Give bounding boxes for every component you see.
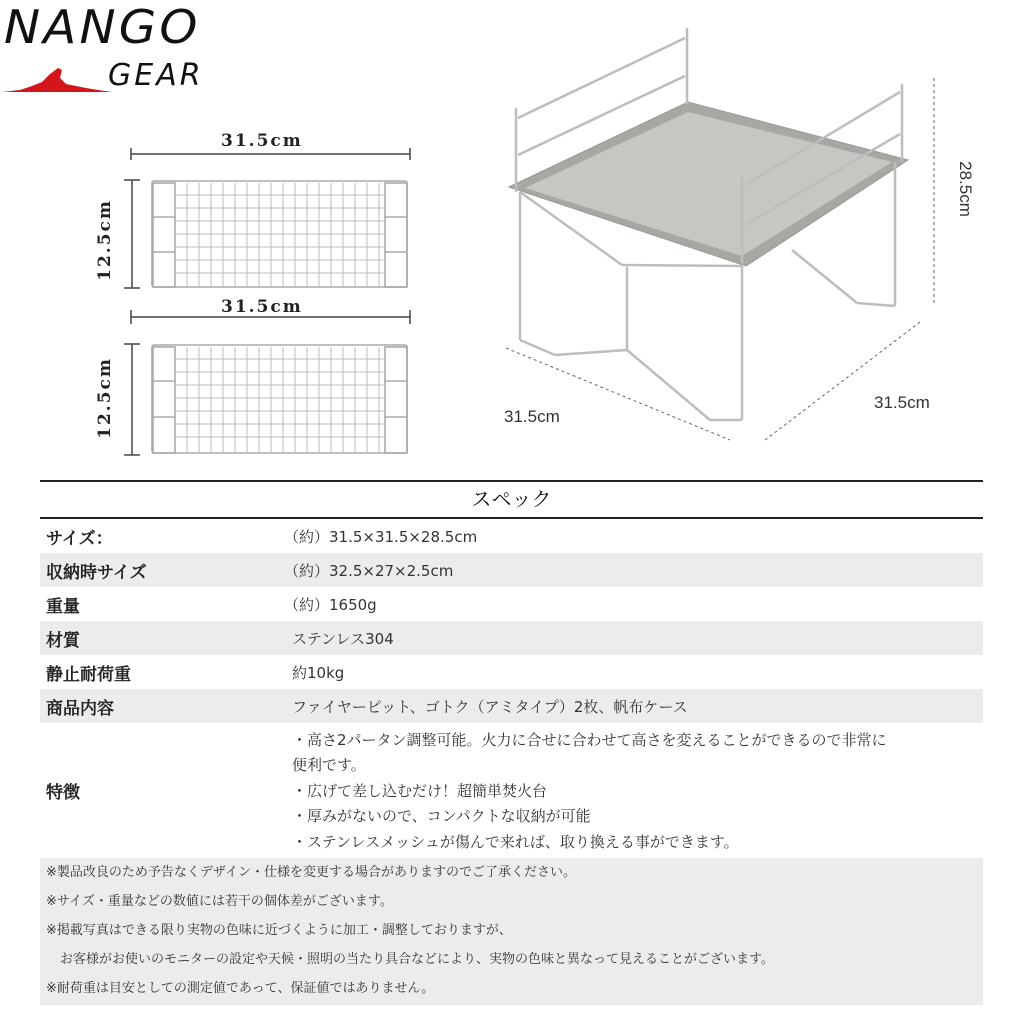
spec-row-storage-size xyxy=(40,553,983,587)
feature-line: ・高さ2パータン調整可能。火力に合せに合わせて高さを変えることができるので非常に xyxy=(292,730,887,749)
spec-value: ファイヤーピット、ゴトク（アミタイプ）2枚、帆布ケース xyxy=(292,697,688,716)
fire-pit-width-label: 31.5cm xyxy=(874,393,930,412)
note-line: ※製品改良のため予告なくデザイン・仕様を変更する場合がありますのでご了承ください。 xyxy=(46,865,576,880)
spec-label: 特徴 xyxy=(46,783,80,803)
feature-line: 便利です。 xyxy=(292,756,366,775)
spec-row-weight xyxy=(40,587,983,621)
note-line: お客様がお使いのモニターの設定や天候・照明の当たり具合などにより、実物の色味と異なって見えることがございます。 xyxy=(60,952,774,967)
spec-label: 静止耐荷重 xyxy=(46,664,131,685)
grill-mesh-top-image xyxy=(100,145,420,290)
brand-name-top: NANGO xyxy=(4,0,201,54)
features-list xyxy=(292,726,983,856)
grill-mesh-bottom-image xyxy=(100,310,420,460)
spec-label: サイズ： xyxy=(46,528,113,549)
feature-line: ・広げて差し込むだけ！超簡単焚火台 xyxy=(292,781,548,800)
fire-pit-depth-label: 31.5cm xyxy=(504,407,560,426)
feature-line: ・ステンレスメッシュが傷んで来れば、取り換える事ができます。 xyxy=(292,832,739,851)
spec-row-material xyxy=(40,621,983,655)
grill-top-width-label: 31.5cm xyxy=(221,131,303,151)
grill-bottom-width-label: 31.5cm xyxy=(221,297,303,317)
spec-value: ステンレス304 xyxy=(292,629,394,648)
spec-label: 収納時サイズ xyxy=(46,562,147,583)
spec-table xyxy=(40,480,983,858)
spec-row-features xyxy=(40,723,983,858)
spec-value: （約）1650g xyxy=(284,595,377,614)
spec-row-load-capacity xyxy=(40,655,983,689)
spec-title: スペック xyxy=(471,487,552,511)
spec-value: 約10kg xyxy=(292,663,345,682)
spec-row-size xyxy=(40,519,983,553)
grill-top-height-label: 12.5cm xyxy=(94,199,115,281)
feature-line: ・厚みがないので、コンパクトな収納が可能 xyxy=(292,807,591,826)
spec-label: 材質 xyxy=(46,630,80,651)
note-line: ※掲載写真はできる限り実物の色味に近づくように加工・調整しておりますが、 xyxy=(46,923,512,938)
fire-pit-height-label: 28.5cm xyxy=(955,161,975,217)
spec-label: 商品内容 xyxy=(46,698,114,719)
spec-value: （約）31.5×31.5×28.5cm xyxy=(284,527,478,546)
brand-name-bottom: GEAR xyxy=(108,58,204,93)
disclaimer-notes xyxy=(40,858,983,1005)
spec-row-contents xyxy=(40,689,983,723)
note-line: ※サイズ・重量などの数値には若干の個体差がございます。 xyxy=(46,894,393,909)
grill-bottom-height-label: 12.5cm xyxy=(94,357,115,439)
shark-fin-wave-icon xyxy=(2,66,112,94)
brand-logo xyxy=(0,0,230,93)
note-line: ※耐荷重は目安としての測定値であって、保証値ではありません。 xyxy=(46,981,435,996)
spec-label: 重量 xyxy=(46,596,80,617)
spec-value: （約）32.5×27×2.5cm xyxy=(284,561,454,580)
